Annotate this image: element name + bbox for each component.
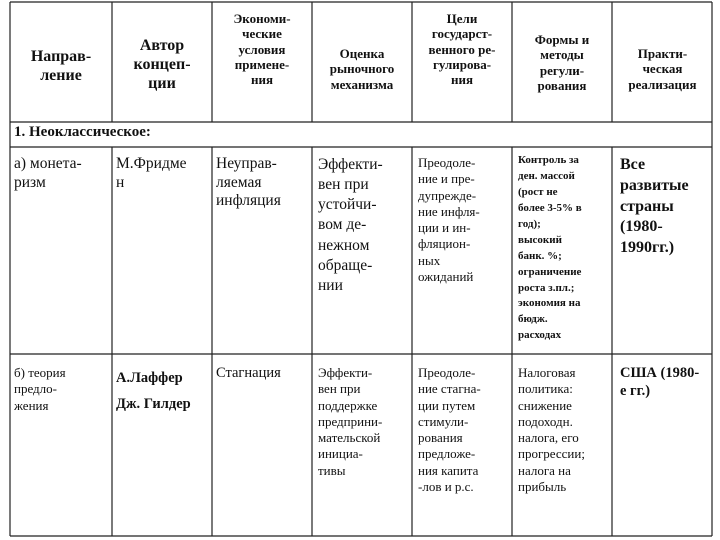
row-a-practice: Все развитые страны (1980- 1990гг.) [620,156,689,257]
row-a-methods: Контроль за ден. массой (рост не более 3-5% в год); высокий банк. %; ограничение роста з.пл.; экономия на бюдж. расходах [518,154,582,342]
row-a-conditions: Неуправ- ляемая инфляция [216,155,281,210]
row-b-practice: США (1980- е гг.) [620,365,700,399]
row-b-author: А.Лаффер Дж. Гилдер [116,370,191,413]
row-b-conditions: Стагнация [216,365,281,381]
row-a-assessment: Эффекти- вен при устойчи- вом де- нежном обраще- нии [318,156,383,294]
header-direction: Направ- ление [30,48,92,84]
header-conditions: Экономи- ческие условия примене- ния [233,11,291,88]
header-methods: Формы и методы регули- рования [534,32,590,93]
row-a-author: М.Фридме н [116,155,187,191]
section-title: 1. Неоклассическое: [14,124,151,140]
header-practice: Практи- ческая реализация [628,46,697,92]
row-b-goals: Преодоле- ние стагна- ции путем стимули- рования предложе- ния капита -лов и р.с. [418,365,481,494]
row-b-assessment: Эффекти- вен при поддержке предприни- мательской инициа- тивы [318,365,383,478]
row-a-goals: Преодоле- ние и пре- дупрежде- ние инфля- ции и ин- фляцион- ных ожиданий [418,155,480,284]
row-b-direction: б) теория предло- жения [14,365,66,413]
header-author: Автор концеп- ции [133,37,191,92]
row-b-methods: Налоговая политика: снижение подоходн. налога, его прогрессии; налога на прибыль [518,365,585,494]
header-goals: Цели государст- венного ре- гулирова- ния [428,11,496,88]
header-assessment: Оценка рыночного механизма [329,46,395,92]
row-a-direction: а) монета- ризм [14,155,82,191]
